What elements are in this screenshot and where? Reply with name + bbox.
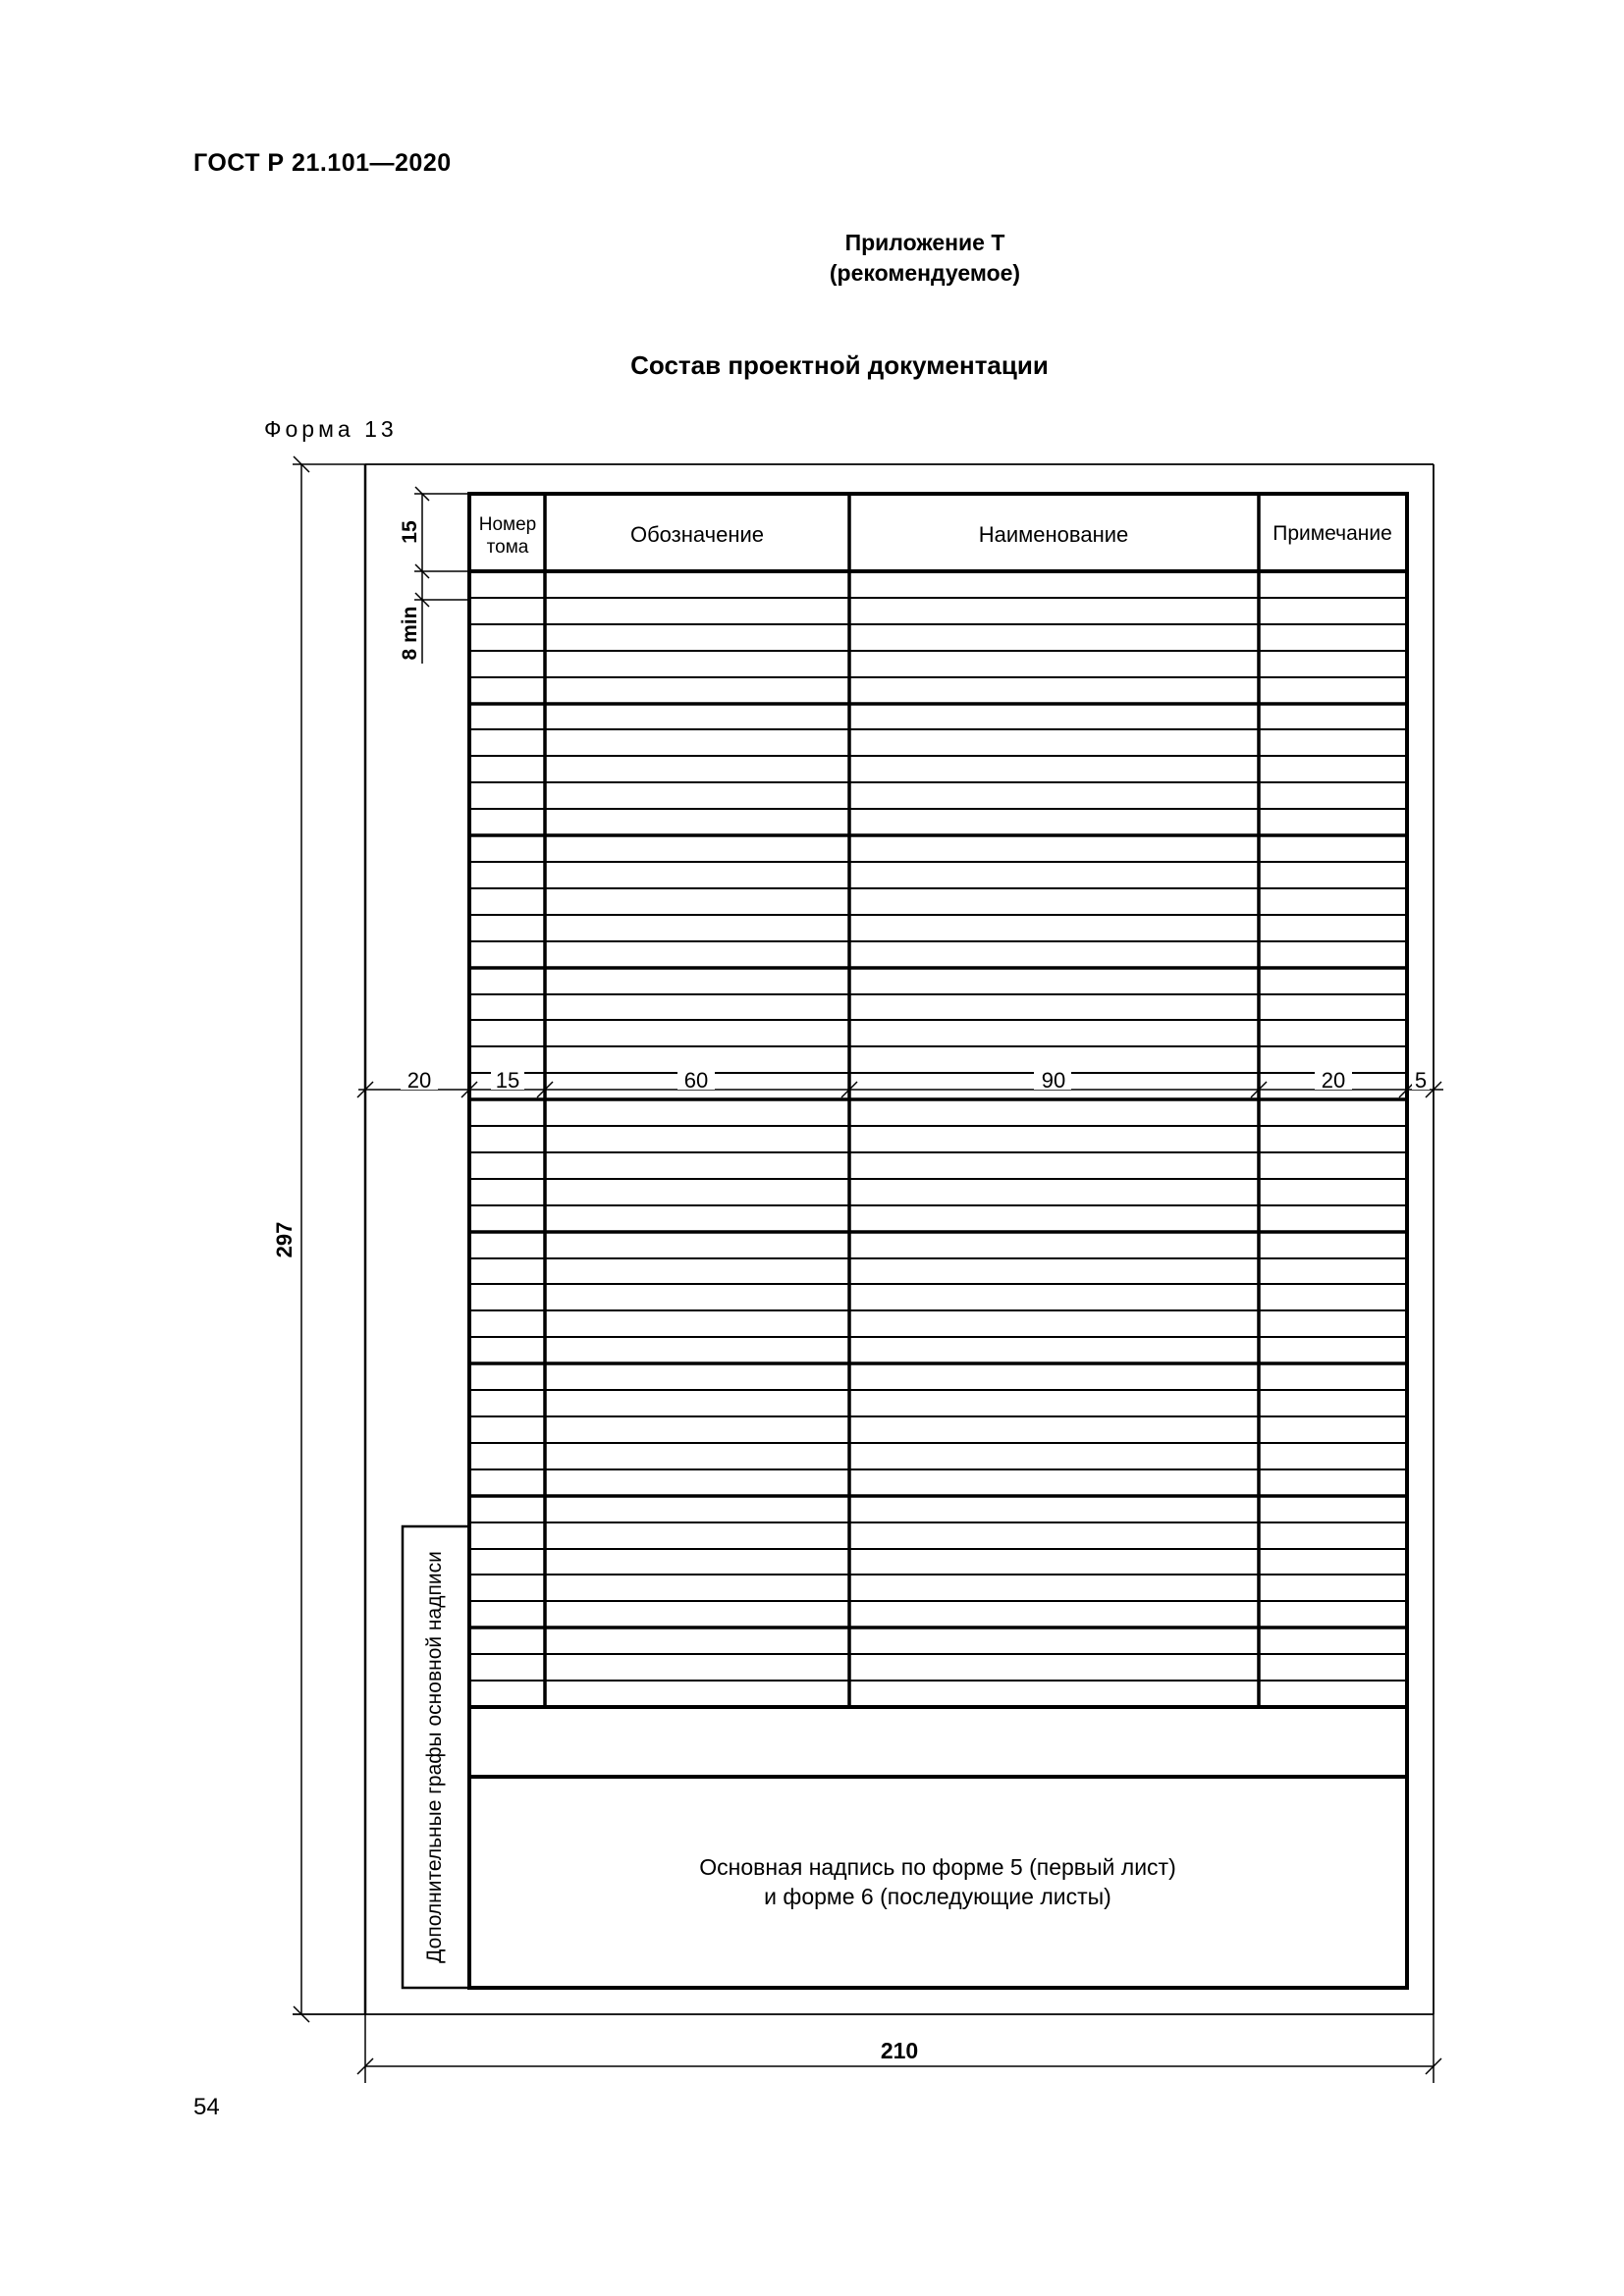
form-frame [469,494,1407,1988]
section-title-text: Состав проектной документации [630,350,1049,380]
document-code: ГОСТ Р 21.101—2020 [193,149,452,177]
dimension-header-height-label: 15 [399,520,421,544]
dimension-col-name: 90 [1041,1068,1066,1093]
dimension-col-note: 20 [1321,1068,1346,1093]
title-block-line1: Основная надпись по форме 5 (первый лист) [699,1854,1176,1880]
dimension-sheet-height-label: 297 [272,1221,297,1258]
appendix-title: Приложение Т [844,230,1005,255]
title-block-line2: и форме 6 (последующие листы) [764,1884,1111,1909]
dimension-sheet-width-label: 210 [880,2038,919,2063]
appendix-status: (рекомендуемое) [829,260,1021,286]
page-number: 54 [193,2094,220,2120]
col-header-number: Номер [478,514,537,535]
form-label: Форма 13 [264,416,398,442]
col-header-name: Наименование [978,522,1129,547]
col-header-designation: Обозначение [629,522,765,547]
dimension-margin-right: 5 [1414,1068,1428,1093]
col-header-number-line2: тома [486,537,529,558]
dimension-row-min [414,571,469,664]
dimension-row-min-label: 8 min [399,606,421,661]
dimension-margin-left: 20 [406,1068,432,1093]
table-rows [469,598,1407,1681]
dimension-col-number: 15 [495,1068,520,1093]
dimension-header-height [414,487,469,578]
side-box-label: Дополнительные графы основной надписи [423,1551,446,1963]
title-block-lines [469,1707,1407,1777]
dimension-col-designation: 60 [683,1068,709,1093]
sheet-outline [293,464,1434,2014]
col-header-note: Примечание [1272,522,1392,545]
